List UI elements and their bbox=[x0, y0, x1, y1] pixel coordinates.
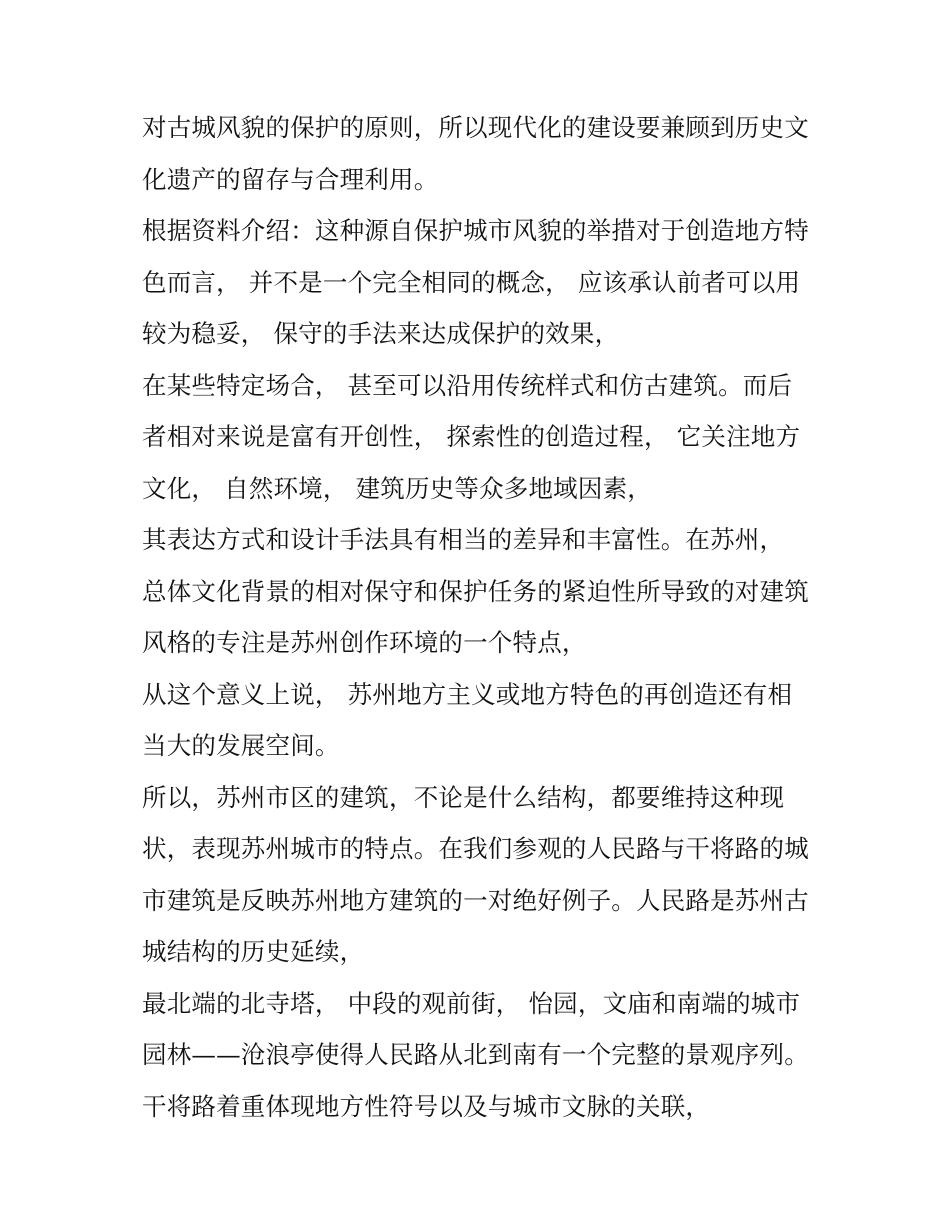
body-text bbox=[142, 102, 822, 1132]
text-line-15: 状，表现苏州城市的特点。在我们参观的人民路与干将路的城 bbox=[142, 834, 809, 863]
text-line-2: 化遗产的留存与合理利用。 bbox=[142, 164, 439, 194]
text-line-3: 根据资料介绍：这种源自保护城市风貌的举措对于创造地方特 bbox=[142, 216, 809, 245]
text-line-9: 其表达方式和设计手法具有相当的差异和丰富性。在苏州， bbox=[142, 525, 785, 554]
text-line-16: 市建筑是反映苏州地方建筑的一对绝好例子。人民路是苏州古 bbox=[142, 885, 809, 915]
text-line-17: 城结构的历史延续， bbox=[142, 937, 365, 966]
text-line-6: 在某些特定场合， 甚至可以沿用传统样式和仿古建筑。而后 bbox=[142, 370, 793, 400]
text-line-19: 园林——沧浪亭使得人民路从北到南有一个完整的景观序列。 bbox=[142, 1040, 809, 1069]
text-line-13: 当大的发展空间。 bbox=[142, 731, 340, 760]
text-line-1: 对古城风貌的保护的原则，所以现代化的建设要兼顾到历史文 bbox=[142, 113, 809, 142]
text-line-4: 色而言， 并不是一个完全相同的概念， 应该承认前者可以用 bbox=[142, 267, 801, 297]
text-line-10: 总体文化背景的相对保守和保护任务的紧迫性所导致的对建筑 bbox=[142, 576, 809, 606]
text-line-11: 风格的专注是苏州创作环境的一个特点， bbox=[142, 628, 587, 657]
text-line-20: 干将路着重体现地方性符号以及与城市文脉的关联， bbox=[142, 1091, 711, 1121]
text-line-18: 最北端的北寺塔， 中段的观前街， 怡园，文庙和南端的城市 bbox=[142, 988, 801, 1018]
text-line-7: 者相对来说是富有开创性， 探索性的创造过程， 它关注地方 bbox=[142, 422, 801, 451]
text-line-5: 较为稳妥， 保守的手法来达成保护的效果， bbox=[142, 319, 620, 348]
text-line-12: 从这个意义上说， 苏州地方主义或地方特色的再创造还有相 bbox=[142, 679, 793, 709]
text-line-14: 所以，苏州市区的建筑，不论是什么结构，都要维持这种现 bbox=[142, 782, 785, 812]
text-line-8: 文化， 自然环境， 建筑历史等众多地域因素， bbox=[142, 473, 652, 503]
